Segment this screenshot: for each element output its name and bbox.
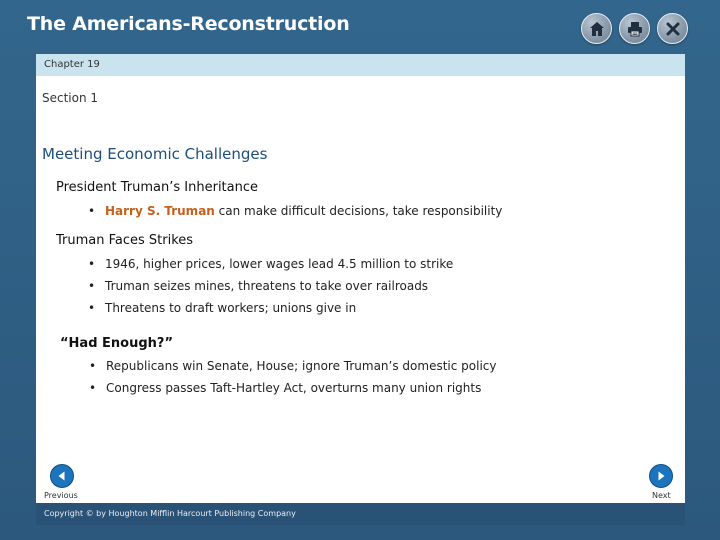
topic-title: “Had Enough?” (60, 336, 173, 351)
chapter-bar (36, 54, 685, 76)
footer-bar (36, 503, 685, 525)
app-title: The Americans-Reconstruction (27, 13, 350, 35)
arrow-left-icon (56, 470, 68, 482)
print-icon[interactable] (619, 13, 650, 44)
topic-title: President Truman’s Inheritance (56, 180, 259, 195)
chapter-label: Chapter 19 (44, 59, 100, 70)
bullet-item: • 1946, higher prices, lower wages lead 4.5 million to strike (88, 255, 453, 277)
home-icon[interactable] (581, 13, 612, 44)
topic-title: Truman Faces Strikes (56, 233, 194, 248)
bullet-item: • Truman seizes mines, threatens to take over railroads (88, 277, 453, 299)
bullet-item: • Republicans win Senate, House; ignore Truman’s domestic policy (89, 357, 496, 379)
topic-bullets (88, 255, 453, 321)
topic-bullets (89, 357, 496, 401)
copyright-text: Copyright © by Houghton Mifflin Harcourt Publishing Company (44, 509, 296, 518)
slide-heading: Meeting Economic Challenges (42, 145, 268, 163)
slide-content (36, 54, 685, 503)
bullet-item (88, 202, 502, 224)
previous-label[interactable]: Previous (44, 491, 78, 500)
arrow-right-icon (655, 470, 667, 482)
bullet-item: • Congress passes Taft-Hartley Act, overturns many union rights (89, 379, 496, 401)
bullet-text: can make difficult decisions, take responsibility (214, 204, 503, 218)
previous-button[interactable] (50, 464, 74, 488)
topic-bullets (88, 202, 502, 224)
close-icon[interactable] (657, 13, 688, 44)
next-label[interactable]: Next (652, 491, 671, 500)
bullet-item: • Threatens to draft workers; unions give in (88, 299, 453, 321)
next-button[interactable] (649, 464, 673, 488)
highlighted-term: Harry S. Truman (105, 204, 215, 218)
toolbar (581, 13, 688, 44)
section-label: Section 1 (42, 91, 99, 105)
